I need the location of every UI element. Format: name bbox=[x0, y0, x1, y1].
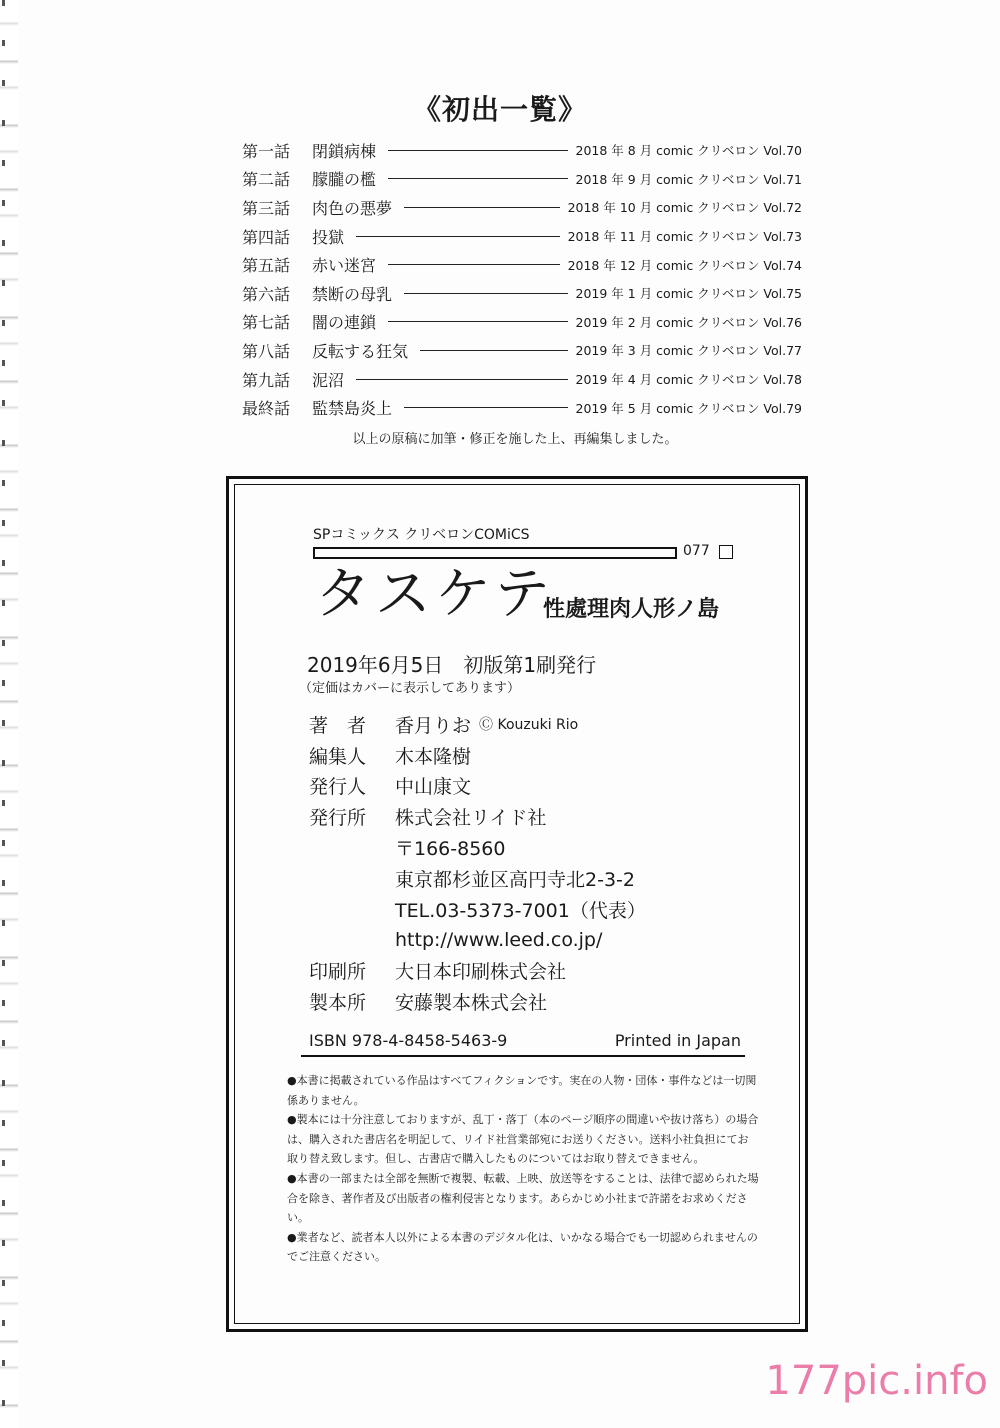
credit-row-website bbox=[309, 925, 789, 956]
chapter-title: 閉鎖病棟 bbox=[312, 141, 377, 161]
watermark: 177pic.info bbox=[765, 1358, 988, 1404]
printed-in: Printed in Japan bbox=[614, 1031, 741, 1050]
notice-item: ●本書の一部または全部を無断で複製、転載、上映、放送等をすることは、法律で認められた場合を除き、著作者及び出版者の権利侵害となります。あらかじめ小社まで許諾をお求めください。 bbox=[287, 1171, 759, 1225]
chapter-title: 赤い迷宮 bbox=[312, 256, 377, 276]
credit-value: 〒166-8560 bbox=[395, 838, 506, 861]
credit-value: 株式会社リイド社 bbox=[395, 807, 547, 830]
chapter-title: 闇の連鎖 bbox=[312, 313, 377, 333]
credit-value: 大日本印刷株式会社 bbox=[395, 961, 567, 984]
chapter-source: 2018 年 9 月 comic クリベロン Vol.71 bbox=[575, 171, 802, 187]
series-bar bbox=[313, 547, 677, 559]
series-checkbox-mark bbox=[719, 545, 733, 559]
price-note: （定価はカバーに表示してあります） bbox=[299, 681, 521, 696]
colophon-box bbox=[226, 476, 808, 1332]
credit-key: 編集人 bbox=[309, 745, 367, 768]
chapter-source: 2018 年 10 月 comic クリベロン Vol.72 bbox=[567, 200, 802, 216]
credits-list bbox=[309, 709, 789, 1017]
chapter-number: 第五話 bbox=[242, 256, 291, 276]
leader-line bbox=[388, 264, 560, 265]
publication-date: 2019年6月5日 初版第1刷発行 bbox=[307, 653, 597, 677]
chapter-number: 第三話 bbox=[242, 198, 291, 218]
chapter-number: 第一話 bbox=[242, 141, 291, 161]
chapter-number: 第六話 bbox=[242, 284, 291, 304]
chapter-title: 反転する狂気 bbox=[312, 341, 409, 361]
credit-row-publisher bbox=[309, 801, 789, 832]
credit-value: 香月りお bbox=[395, 714, 472, 737]
credit-row-postal-code bbox=[309, 832, 789, 863]
chapter-number: 第九話 bbox=[242, 370, 291, 390]
chapter-row bbox=[242, 308, 802, 337]
chapter-number: 第四話 bbox=[242, 227, 291, 247]
first-publication-title: 《初出一覧》 bbox=[412, 93, 587, 126]
credit-key: 著 者 bbox=[309, 714, 367, 737]
chapter-row bbox=[242, 165, 802, 194]
imprint-label: SPコミックス クリベロンCOMiCS bbox=[313, 527, 530, 543]
isbn-row bbox=[309, 1031, 741, 1050]
credit-row-printer bbox=[309, 955, 789, 986]
credit-row-binder bbox=[309, 986, 789, 1017]
credit-row-publisher-person bbox=[309, 771, 789, 802]
divider bbox=[301, 1055, 745, 1057]
chapter-number: 第七話 bbox=[242, 313, 291, 333]
chapter-source: 2018 年 8 月 comic クリベロン Vol.70 bbox=[575, 143, 802, 159]
credit-value: 木本隆樹 bbox=[395, 745, 472, 768]
credit-key: 発行所 bbox=[309, 807, 367, 830]
chapter-row bbox=[242, 136, 802, 165]
leader-line bbox=[388, 178, 568, 179]
credit-row-editor bbox=[309, 740, 789, 771]
leader-line bbox=[388, 321, 568, 322]
credit-value: 東京都杉並区高円寺北2-3-2 bbox=[395, 868, 635, 891]
binding-edge bbox=[0, 0, 18, 1428]
credit-value: 安藤製本株式会社 bbox=[395, 992, 548, 1015]
notice-item: ●業者など、読者本人以外による本書のデジタル化は、いかなる場合でも一切認められませんのでご注意ください。 bbox=[287, 1230, 758, 1264]
chapter-row bbox=[242, 336, 802, 365]
chapter-row bbox=[242, 222, 802, 251]
chapter-row bbox=[242, 193, 802, 222]
series-number: 077 bbox=[683, 543, 710, 559]
chapter-list bbox=[242, 136, 802, 422]
leader-line bbox=[388, 150, 568, 151]
chapter-title: 泥沼 bbox=[312, 370, 345, 390]
chapter-source: 2019 年 5 月 comic クリベロン Vol.79 bbox=[575, 400, 802, 416]
notices-list bbox=[287, 1071, 759, 1267]
notice-item: ●製本には十分注意しておりますが、乱丁・落丁（本のページ順序の間違いや抜け落ち）の場合は、購入された書店名を明記して、リイド社営業部宛にお送りください。送料小社負担にてお取り替え致します。但し、古書店で購入したものについてはお取り替えできません。 bbox=[287, 1113, 759, 1166]
chapter-title: 監禁島炎上 bbox=[312, 399, 393, 419]
leader-line bbox=[356, 379, 568, 380]
credit-row-author bbox=[309, 709, 789, 740]
credit-value: http://www.leed.co.jp/ bbox=[395, 928, 603, 951]
isbn: ISBN 978-4-8458-5463-9 bbox=[309, 1031, 508, 1050]
copyright-notice: Ⓒ Kouzuki Rio bbox=[479, 717, 579, 734]
book-title: タスケテ bbox=[315, 562, 554, 627]
chapter-title: 朦朧の檻 bbox=[312, 170, 377, 190]
re-edit-note: 以上の原稿に加筆・修正を施した上、再編集しました。 bbox=[352, 432, 678, 447]
credit-row-address bbox=[309, 863, 789, 894]
chapter-row bbox=[242, 279, 802, 308]
leader-line bbox=[356, 236, 560, 237]
chapter-source: 2019 年 3 月 comic クリベロン Vol.77 bbox=[575, 343, 802, 359]
credit-value: 中山康文 bbox=[395, 776, 472, 799]
chapter-source: 2018 年 11 月 comic クリベロン Vol.73 bbox=[567, 229, 802, 245]
credit-row-phone bbox=[309, 894, 789, 925]
chapter-source: 2019 年 4 月 comic クリベロン Vol.78 bbox=[575, 372, 802, 388]
chapter-source: 2019 年 2 月 comic クリベロン Vol.76 bbox=[575, 314, 802, 330]
chapter-row bbox=[242, 365, 802, 394]
leader-line bbox=[404, 207, 560, 208]
chapter-source: 2018 年 12 月 comic クリベロン Vol.74 bbox=[567, 257, 802, 273]
leader-line bbox=[404, 407, 568, 408]
chapter-number: 第二話 bbox=[242, 170, 291, 190]
chapter-row bbox=[242, 250, 802, 279]
leader-line bbox=[420, 350, 568, 351]
book-subtitle: 性處理肉人形ノ島 bbox=[543, 596, 720, 622]
chapter-number: 第八話 bbox=[242, 341, 291, 361]
chapter-title: 肉色の悪夢 bbox=[312, 198, 393, 218]
leader-line bbox=[404, 293, 568, 294]
chapter-number: 最終話 bbox=[242, 399, 291, 419]
credit-key: 印刷所 bbox=[309, 961, 367, 984]
chapter-row bbox=[242, 393, 802, 422]
notice-item: ●本書に掲載されている作品はすべてフィクションです。実在の人物・団体・事件などは一切関係ありません。 bbox=[287, 1074, 757, 1107]
chapter-source: 2019 年 1 月 comic クリベロン Vol.75 bbox=[575, 286, 802, 302]
credit-key: 製本所 bbox=[309, 992, 367, 1015]
credit-value: TEL.03-5373-7001（代表） bbox=[395, 899, 646, 922]
credit-key: 発行人 bbox=[309, 776, 367, 799]
chapter-title: 禁断の母乳 bbox=[312, 284, 393, 304]
chapter-title: 投獄 bbox=[312, 227, 345, 247]
